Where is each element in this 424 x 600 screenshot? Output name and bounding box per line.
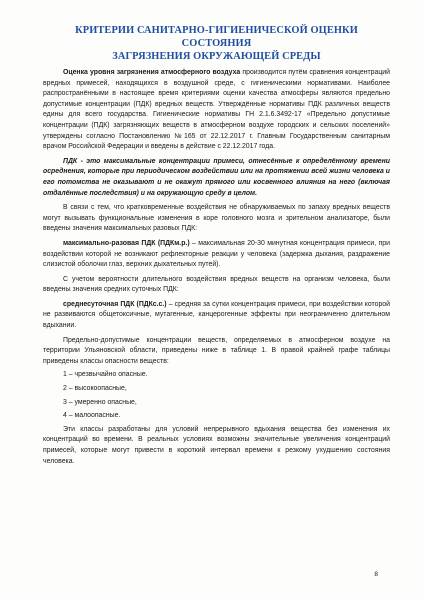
page-title [43,24,390,63]
pdk-definition-term: ПДК [63,157,78,165]
closing-paragraph: Эти классы разработаны для условий непрерывного вдыхания вещества без изменения их концентраций во времени. В реальных условиях возможны значительные увеличения концентраций примесей, которые могут привести в короткий интервал времени к резкому ухудшению состояния человека. [43,425,390,465]
title-line-1: КРИТЕРИИ САНИТАРНО-ГИГИЕНИЧЕСКОЙ ОЦЕНКИ СОСТОЯНИЯ [75,25,358,49]
short-term-paragraph: В связи с тем, что кратковременные воздействия не обнаруживаемых по запаху вредных веществ могут вызывать функциональные изменения в коре головного мозга и зрительном анализаторе, были введены значения максимальных разовых ПДК: [43,204,390,233]
daily-avg-pdk-paragraph [43,300,390,332]
hazard-class-item: 4 – малоопасные. [63,412,121,420]
max-single-pdk-text: – максимальная 20-30 минутная концентрация примеси, при воздействии которой не возникают рефлекторные реакции у человека (задержка дыхания, раздражение слизистой оболочки глаз, верхних дыхательных путей). [43,239,390,269]
page-number: 8 [374,571,378,578]
max-single-pdk-paragraph [43,239,390,271]
table-reference-paragraph: Предельно-допустимые концентрации веществ, определяемых в атмосферном воздухе на территории Ульяновской области, приведены ниже в таблице 1. В правой крайней графе таблицы приведены классы опасности веществ: [43,336,390,365]
daily-avg-pdk-text: – средняя за сутки концентрация примеси, при воздействии которой не развиваются общетоксичные, мутагенные, канцерогенные эффекты при неограниченно длительном вдыхании. [43,300,390,330]
pdk-definition-paragraph [43,157,390,199]
hazard-class-item: 3 – умеренно опасные, [63,398,137,406]
pdk-definition-text: - это максимальные концентрации примеси, отнесённые к определённому времени осреднения, которые при периодическом воздействии или на протяжении всей жизни человека и его потомства не оказывают и не окажут прямого или косвенного влияния на него (включая отдалённые последствия) и на окружающую среду в целом. [43,157,390,197]
max-single-pdk-term: максимально-разовая ПДК (ПДКм.р.) [63,239,190,247]
intro-text: производится путём сравнения концентраций вредных примесей, находящихся в воздушной среде, с гигиеническими нормативами. Наиболее распространёнными в настоящее время критериями оценки качества атмосферы являются предельно допустимые концентрации (ПДК) вредных веществ. Утверждённые нормативы ПДК различных веществ едины для всего государства. Гигиенические нормативы ГН 2.1.6.3492-17 «Предельно допустимые концентрации (ПДК) загрязняющих веществ в атмосферном воздухе городских и сельских поселений» утверждены согласно Постановлению №165 от 22.12.2017 г. Главным Государственным санитарным врачом Российской Федерации и введены в действие с 22.12.2017 года. [43,69,390,151]
title-line-2: ЗАГРЯЗНЕНИЯ ОКРУЖАЮЩЕЙ СРЕДЫ [112,51,321,62]
daily-avg-pdk-term: среднесуточная ПДК (ПДКс.с.) [63,300,167,308]
hazard-class-item: 2 – высокоопасные, [63,385,127,393]
intro-term: Оценка уровня загрязнения атмосферного воздуха [63,69,241,76]
long-term-paragraph: С учетом вероятности длительного воздействия вредных веществ на организм человека, были введены значения средних суточных ПДК: [43,275,390,294]
intro-paragraph [43,68,390,153]
hazard-class-item: 1 – чрезвычайно опасные. [63,371,148,379]
hazard-classes-list [43,370,390,421]
